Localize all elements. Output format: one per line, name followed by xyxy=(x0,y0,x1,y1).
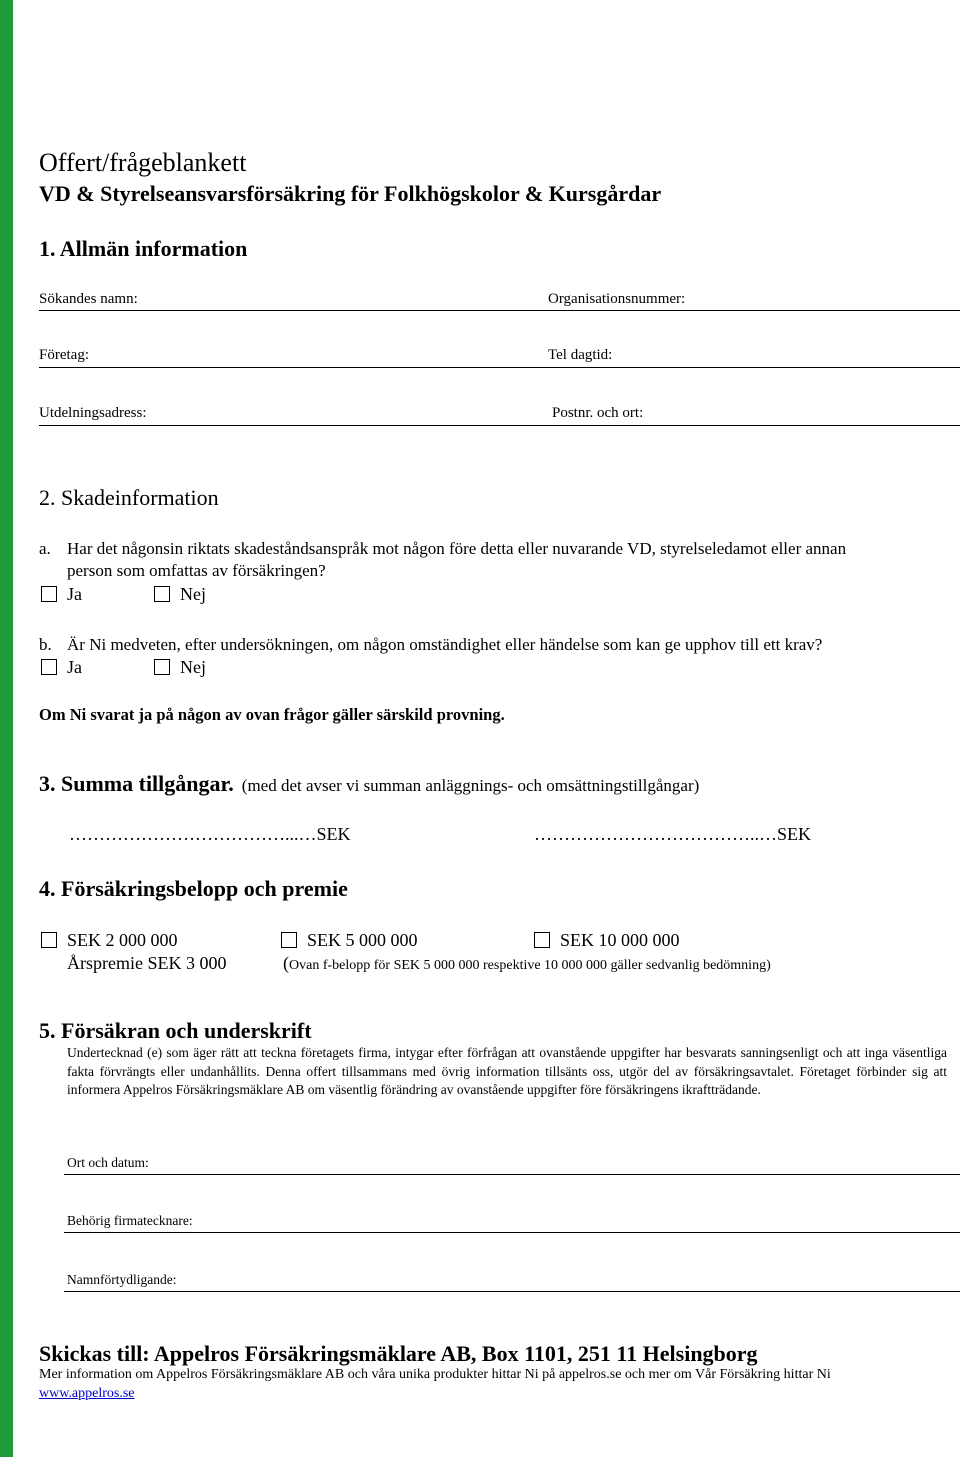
section2-heading: 2. Skadeinformation xyxy=(39,485,219,510)
premium-note xyxy=(283,953,771,974)
checkbox[interactable] xyxy=(154,659,170,675)
place-date-label: Ort och datum: xyxy=(67,1155,149,1170)
side-accent-bar xyxy=(0,0,13,1457)
question-a-line2: person som omfattas av försäkringen? xyxy=(67,561,326,580)
more-info-text: Mer information om Appelros Försäkringsmäklare AB och våra unika produkter hittar Ni på appelros.se och mer om Vår Försäkring hittar Ni xyxy=(39,1367,831,1382)
amount-option-5m[interactable] xyxy=(281,930,418,951)
question-b-line1: Är Ni medveten, efter undersökningen, om någon omständighet eller händelse som kan ge upphov till ett krav? xyxy=(67,635,823,654)
yes-label: Ja xyxy=(67,584,82,604)
amount-10m-label: SEK 10 000 000 xyxy=(560,930,680,950)
company-label: Företag: xyxy=(39,347,89,363)
section1-heading: 1. Allmän information xyxy=(39,236,248,261)
form-subtitle: VD & Styrelseansvarsförsäkring för Folkhögskolor & Kursgårdar xyxy=(39,181,662,206)
question-a-yes[interactable] xyxy=(41,584,82,605)
section3-header xyxy=(39,771,699,797)
checkbox[interactable] xyxy=(154,586,170,602)
section5-heading: 5. Försäkran och underskrift xyxy=(39,1018,312,1043)
no-label: Nej xyxy=(180,584,206,604)
premium-note-paren: ( xyxy=(283,953,289,973)
declaration-text: Undertecknad (e) som äger rätt att teckna företagets firma, intygar efter förfrågan att ovanstående uppgifter har besvarats sanningsenligt och att inga väsentliga fakta förvrängts eller undanhållits. Denna offert tillsammans med övrig information tillsänts oss, utgör del av försäkringsavtalet. Företaget förbinder sig att informera Appelros Försäkringsmäklare AB om väsentlig förändring av ovanstående uppgifter före försäkringens ikraftträdande. xyxy=(67,1045,947,1097)
send-to-address: Skickas till: Appelros Försäkringsmäklare AB, Box 1101, 251 11 Helsingborg xyxy=(39,1341,758,1366)
section4-heading: 4. Försäkringsbelopp och premie xyxy=(39,876,348,901)
premium-note-text: Ovan f-belopp för SEK 5 000 000 respektive 10 000 000 gäller sedvanlig bedömning) xyxy=(289,958,771,973)
postal-label: Postnr. och ort: xyxy=(552,405,644,421)
yes-label: Ja xyxy=(67,657,82,677)
signatory-line[interactable] xyxy=(64,1232,960,1233)
applicant-row-line[interactable] xyxy=(39,310,960,311)
question-a-prefix: a. xyxy=(39,539,51,558)
name-clarification-label: Namnförtydligande: xyxy=(67,1272,177,1287)
question-a-no[interactable] xyxy=(154,584,206,605)
signatory-label: Behörig firmatecknare: xyxy=(67,1213,193,1228)
amount-2m-label: SEK 2 000 000 xyxy=(67,930,178,950)
no-label: Nej xyxy=(180,657,206,677)
question-b-no[interactable] xyxy=(154,657,206,678)
question-b-prefix: b. xyxy=(39,635,52,654)
annual-premium: Årspremie SEK 3 000 xyxy=(67,953,227,973)
form-title: Offert/frågeblankett xyxy=(39,148,247,177)
place-date-line[interactable] xyxy=(64,1174,960,1175)
question-b-yes[interactable] xyxy=(41,657,82,678)
checkbox[interactable] xyxy=(41,659,57,675)
checkbox[interactable] xyxy=(41,932,57,948)
applicant-name-label: Sökandes namn: xyxy=(39,291,138,307)
amount-option-2m[interactable] xyxy=(41,930,178,951)
amount-option-10m[interactable] xyxy=(534,930,680,951)
assets-field-1[interactable]: ………………………………...…SEK xyxy=(69,824,351,844)
checkbox[interactable] xyxy=(534,932,550,948)
name-clarification-line[interactable] xyxy=(64,1291,960,1292)
address-row-line[interactable] xyxy=(39,425,960,426)
checkbox[interactable] xyxy=(41,586,57,602)
company-row-line[interactable] xyxy=(39,367,960,368)
checkbox[interactable] xyxy=(281,932,297,948)
amount-5m-label: SEK 5 000 000 xyxy=(307,930,418,950)
special-review-note: Om Ni svarat ja på någon av ovan frågor gäller särskild provning. xyxy=(39,705,505,724)
section3-description: (med det avser vi summan anläggnings- och omsättningstillgångar) xyxy=(241,776,700,795)
assets-field-2[interactable]: ………………………………..…SEK xyxy=(534,824,812,844)
phone-label: Tel dagtid: xyxy=(548,347,613,363)
section3-heading: 3. Summa tillgångar. xyxy=(39,771,234,796)
org-number-label: Organisationsnummer: xyxy=(548,291,686,307)
appelros-link[interactable]: www.appelros.se xyxy=(39,1386,135,1401)
question-a-line1: Har det någonsin riktats skadeståndsanspråk mot någon före detta eller nuvarande VD, styrelseledamot eller annan xyxy=(67,539,847,558)
address-label: Utdelningsadress: xyxy=(39,405,147,421)
